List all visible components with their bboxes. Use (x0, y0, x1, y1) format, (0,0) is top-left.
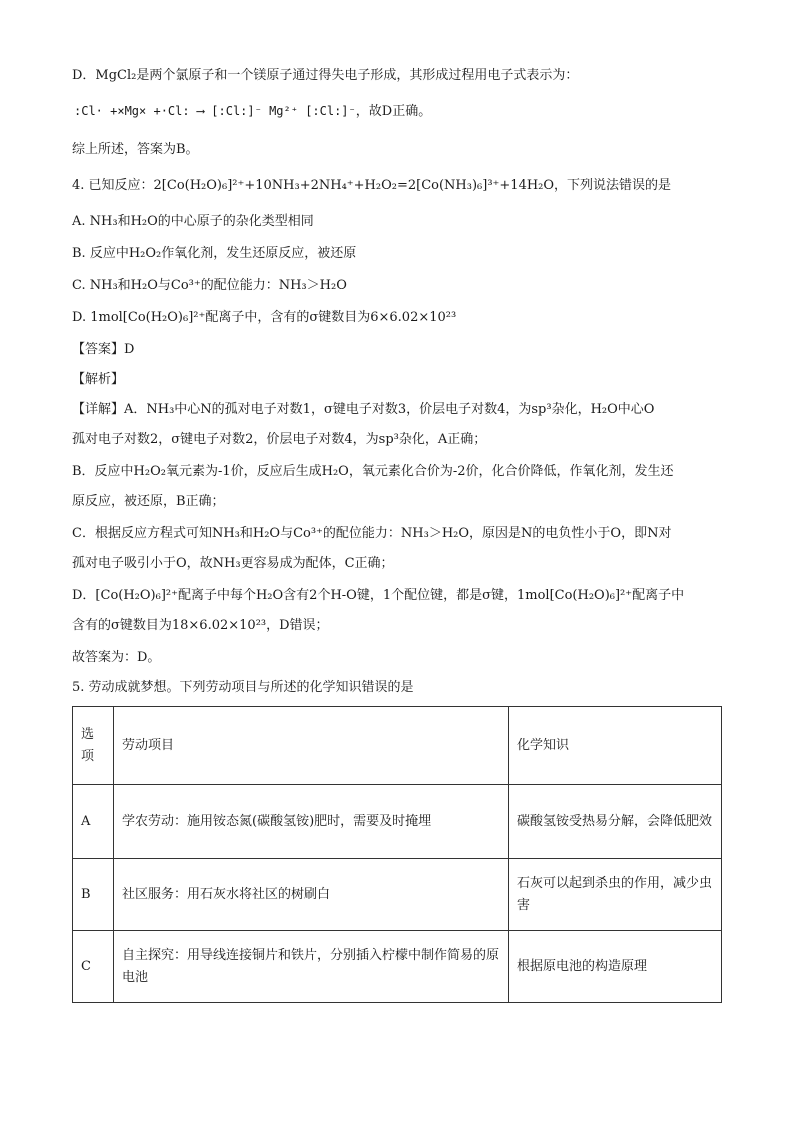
formula-tail: ，故D正确。 (355, 104, 432, 119)
table-cell: 根据原电池的构造原理 (509, 931, 722, 1003)
electron-formula (74, 100, 431, 119)
table-cell: 社区服务：用石灰水将社区的树刷白 (114, 859, 509, 931)
question-4: 4. 已知反应：2[Co(H₂O)₆]²⁺+10NH₃+2NH₄⁺+H₂O₂=2[Co(NH₃)₆]³⁺+14H₂O，下列说法错误的是 (72, 178, 672, 193)
table-row (73, 931, 722, 1003)
table-row (73, 785, 722, 859)
table-cell: C (73, 931, 114, 1003)
detail-line-7: D．[Co(H₂O)₆]²⁺配离子中每个H₂O含有2个H-O键，1个配位键，都是σ键，1mol[Co(H₂O)₆]²⁺配离子中 (72, 588, 685, 603)
option-d-mgcl2: D．MgCl₂是两个氯原子和一个镁原子通过得失电子形成，其形成过程用电子式表示为： (72, 68, 579, 83)
table-header-row (73, 707, 722, 785)
detail-line-8: 含有的σ键数目为18×6.02×10²³，D错误； (72, 618, 329, 633)
header-option: 选项 (73, 707, 114, 785)
table-cell: 石灰可以起到杀虫的作用，减少虫害 (509, 859, 722, 931)
table-cell: 学农劳动：施用铵态氮(碳酸氢铵)肥时，需要及时掩埋 (114, 785, 509, 859)
question-4-option-b: B. 反应中H₂O₂作氧化剂，发生还原反应，被还原 (72, 246, 357, 261)
answer-line: 【答案】D (72, 342, 135, 357)
detail-line-6: 孤对电子吸引小于O，故NH₃更容易成为配体，C正确； (72, 556, 394, 571)
table-cell: 自主探究：用导线连接铜片和铁片，分别插入柠檬中制作简易的原电池 (114, 931, 509, 1003)
detail-line-2: 孤对电子对数2，σ键电子对数2，价层电子对数4，为sp³杂化，A正确； (72, 432, 487, 447)
electron-formula-text: :Cl· +×Mg× +·Cl: ⟶ [:Cl:]⁻ Mg²⁺ [:Cl:]⁻ (74, 104, 356, 118)
detail-line-1: 【详解】A．NH₃中心N的孤对电子对数1，σ键电子对数3，价层电子对数4，为sp³杂化，H₂O中心O (72, 402, 655, 417)
conclusion-line: 故答案为：D。 (72, 650, 161, 665)
header-labor-project: 劳动项目 (114, 707, 509, 785)
detail-line-4: 原反应，被还原，B正确； (72, 494, 225, 509)
question-4-option-d: D. 1mol[Co(H₂O)₆]²⁺配离子中，含有的σ键数目为6×6.02×10²³ (72, 310, 457, 325)
summary-line: 综上所述，答案为B。 (72, 142, 199, 157)
table-cell: 碳酸氢铵受热易分解，会降低肥效 (509, 785, 722, 859)
table-cell: A (73, 785, 114, 859)
header-chem-knowledge: 化学知识 (509, 707, 722, 785)
question-5: 5. 劳动成就梦想。下列劳动项目与所述的化学知识错误的是 (72, 680, 414, 695)
question-4-option-a: A. NH₃和H₂O的中心原子的杂化类型相同 (72, 214, 314, 229)
detail-line-5: C．根据反应方程式可知NH₃和H₂O与Co³⁺的配位能力：NH₃＞H₂O，原因是N的电负性小于O，即N对 (72, 526, 672, 541)
detail-line-3: B．反应中H₂O₂氧元素为-1价，反应后生成H₂O，氧元素化合价为-2价，化合价降低，作氧化剂，发生还 (72, 464, 674, 479)
analysis-heading: 【解析】 (72, 372, 125, 387)
table-row (73, 859, 722, 931)
table-cell: B (73, 859, 114, 931)
question-4-option-c: C. NH₃和H₂O与Co³⁺的配位能力：NH₃＞H₂O (72, 278, 347, 293)
question-5-table (72, 706, 722, 1003)
